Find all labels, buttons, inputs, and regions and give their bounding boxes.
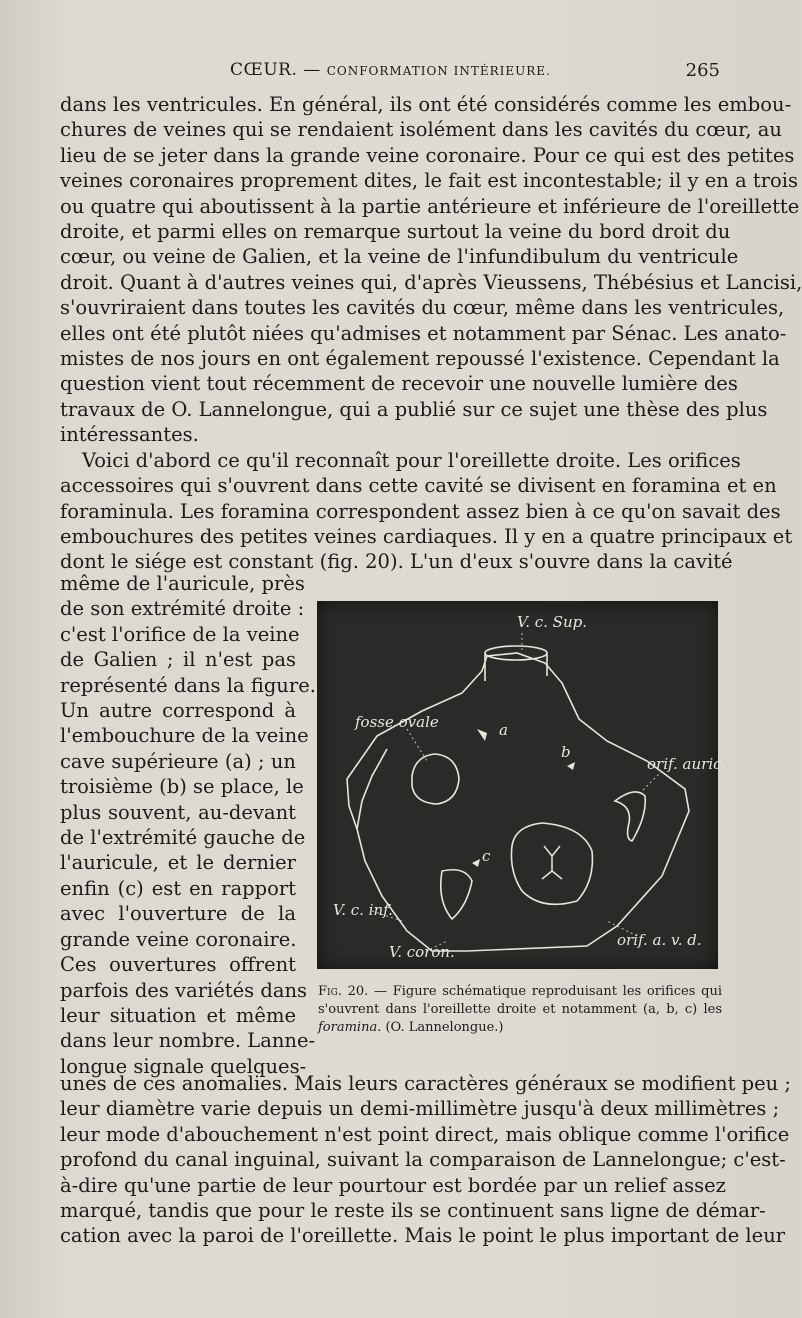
orifice-c-shape <box>441 870 472 919</box>
text-line: l'embouchure de la veine <box>60 724 309 748</box>
header-title-dash: — <box>303 60 321 80</box>
paragraph-2 <box>60 448 793 575</box>
paragraph-1 <box>60 92 802 448</box>
text-line: Voici d'abord ce qu'il reconnaît pour l'oreillette droite. Les orifices <box>82 448 741 472</box>
label-orif-avd: orif. a. v. d. <box>617 931 702 949</box>
text-line: droit. Quant à d'autres veines qui, d'après Vieussens, Thébésius et Lancisi, <box>60 270 802 294</box>
text-line: parfois des variétés dans <box>60 978 308 1002</box>
main-text <box>60 92 802 575</box>
text-line: unes de ces anomalies. Mais leurs caractères généraux se modifient peu ; <box>60 1072 791 1095</box>
text-line: cœur, ou veine de Galien, et la veine de l'infundibulum du ventricule <box>60 245 739 269</box>
text-line: ou quatre qui aboutissent à la partie antérieure et inférieure de l'oreillette <box>60 194 800 218</box>
text-line: enfin (c) est en rapport <box>60 876 296 900</box>
text-line: dans leur nombre. Lanne- <box>60 1029 316 1053</box>
text-line: Ces ouvertures offrent <box>60 953 296 977</box>
text-line: lieu de se jeter dans la grande veine coronaire. Pour ce qui est des petites <box>60 143 795 167</box>
text-line: travaux de O. Lannelongue, qui a publié sur ce sujet une thèse des plus <box>60 397 768 421</box>
text-line: veines coronaires proprement dites, le fait est incontestable; il y en a trois <box>60 169 799 193</box>
header-title-sub: CONFORMATION INTÉRIEURE. <box>326 64 551 78</box>
label-b: b <box>561 743 571 761</box>
text-line: c'est l'orifice de la veine <box>60 622 300 646</box>
text-line: dans les ventricules. En général, ils ont été considérés comme les embou- <box>60 93 792 116</box>
label-orif-auric: orif. auric. <box>647 755 727 773</box>
text-line: elles ont été plutôt niées qu'admises et notamment par Sénac. Les anato- <box>60 321 787 345</box>
figure-caption <box>318 983 722 1037</box>
text-line: foraminula. Les foramina correspondent assez bien à ce qu'on savait des <box>60 499 781 523</box>
text-line: à-dire qu'une partie de leur pourtour est bordée par un relief assez <box>60 1173 726 1197</box>
text-line: de son extrémité droite : <box>60 597 305 621</box>
running-title <box>230 60 551 80</box>
running-header <box>60 60 720 84</box>
text-line: marqué, tandis que pour le reste ils se continuent sans ligne de démar- <box>60 1199 766 1223</box>
text-line: cation avec la paroi de l'oreillette. Mais le point le plus important de leur <box>60 1224 786 1248</box>
label-v-coron: V. coron. <box>389 943 455 961</box>
marker-c <box>472 859 480 867</box>
header-title-main: CŒUR. <box>230 60 298 80</box>
text-line: accessoires qui s'ouvrent dans cette cavité se divisent en foramina et en <box>60 474 777 498</box>
text-line: mistes de nos jours en ont également repoussé l'existence. Cependant la <box>60 347 780 371</box>
wrapped-text-column <box>60 571 316 1079</box>
marker-a <box>477 729 487 741</box>
marker-b <box>567 762 575 770</box>
label-c: c <box>482 847 491 865</box>
figure-20-illustration <box>317 601 727 969</box>
caption-source: . (O. Lannelongue.) <box>377 1020 504 1035</box>
text-line: grande veine coronaire. <box>60 927 297 951</box>
continued-text <box>60 1071 791 1249</box>
text-line: chures de veines qui se rendaient isolément dans les cavités du cœur, au <box>60 118 782 142</box>
text-line: intéressantes. <box>60 423 199 447</box>
caption-fig-number: Fig. 20. <box>318 984 369 999</box>
atrium-outline <box>347 653 689 951</box>
text-line: représenté dans la figure. <box>60 673 316 697</box>
text-line: l'auricule, et le dernier <box>60 851 296 875</box>
text-line: leur mode d'abouchement n'est point direct, mais oblique comme l'orifice <box>60 1122 790 1146</box>
text-line: leur diamètre varie depuis un demi-millimètre jusqu'à deux millimètres ; <box>60 1097 780 1121</box>
text-line: avec l'ouverture de la <box>60 902 296 926</box>
text-line: longue signale quelques- <box>60 1054 307 1078</box>
label-vc-sup: V. c. Sup. <box>517 613 587 631</box>
tricuspid-valve <box>542 846 562 879</box>
text-line: même de l'auricule, près <box>60 572 305 595</box>
text-line: de l'extrémité gauche de <box>60 826 306 850</box>
text-line: leur situation et même <box>60 1003 296 1027</box>
text-line: s'ouvriraient dans toutes les cavités du cœur, même dans les ventricules, <box>60 296 785 320</box>
page-number: 265 <box>685 60 720 81</box>
atrium-inner-outline <box>357 749 387 829</box>
text-line: dont le siége est constant (fig. 20). L'un d'eux s'ouvre dans la cavité <box>60 550 733 574</box>
text-line: profond du canal inguinal, suivant la comparaison de Lannelongue; c'est- <box>60 1148 786 1172</box>
text-line: question vient tout récemment de recevoir une nouvelle lumière des <box>60 372 738 396</box>
fosse-ovale <box>412 754 459 804</box>
text-line: cave supérieure (a) ; un <box>60 749 296 773</box>
caption-text: — Figure schématique reproduisant les orifices qui s'ouvrent dans l'oreillette droite et notamment (a, b, c) les <box>318 984 722 1017</box>
text-line: droite, et parmi elles on remarque surtout la veine du bord droit du <box>60 220 731 244</box>
auricle-orifice <box>615 792 645 841</box>
label-fosse-ovale: fosse ovale <box>355 713 439 731</box>
text-line: de Galien ; il n'est pas <box>60 648 296 672</box>
text-line: troisième (b) se place, le <box>60 775 304 799</box>
text-line: plus souvent, au-devant <box>60 800 296 824</box>
label-a: a <box>499 721 508 739</box>
text-line: embouchures des petites veines cardiaques. Il y en a quatre principaux et <box>60 524 793 548</box>
caption-foramina: foramina <box>318 1020 378 1035</box>
label-vc-inf: V. c. inf. <box>333 901 393 919</box>
text-line: Un autre correspond à <box>60 699 296 723</box>
